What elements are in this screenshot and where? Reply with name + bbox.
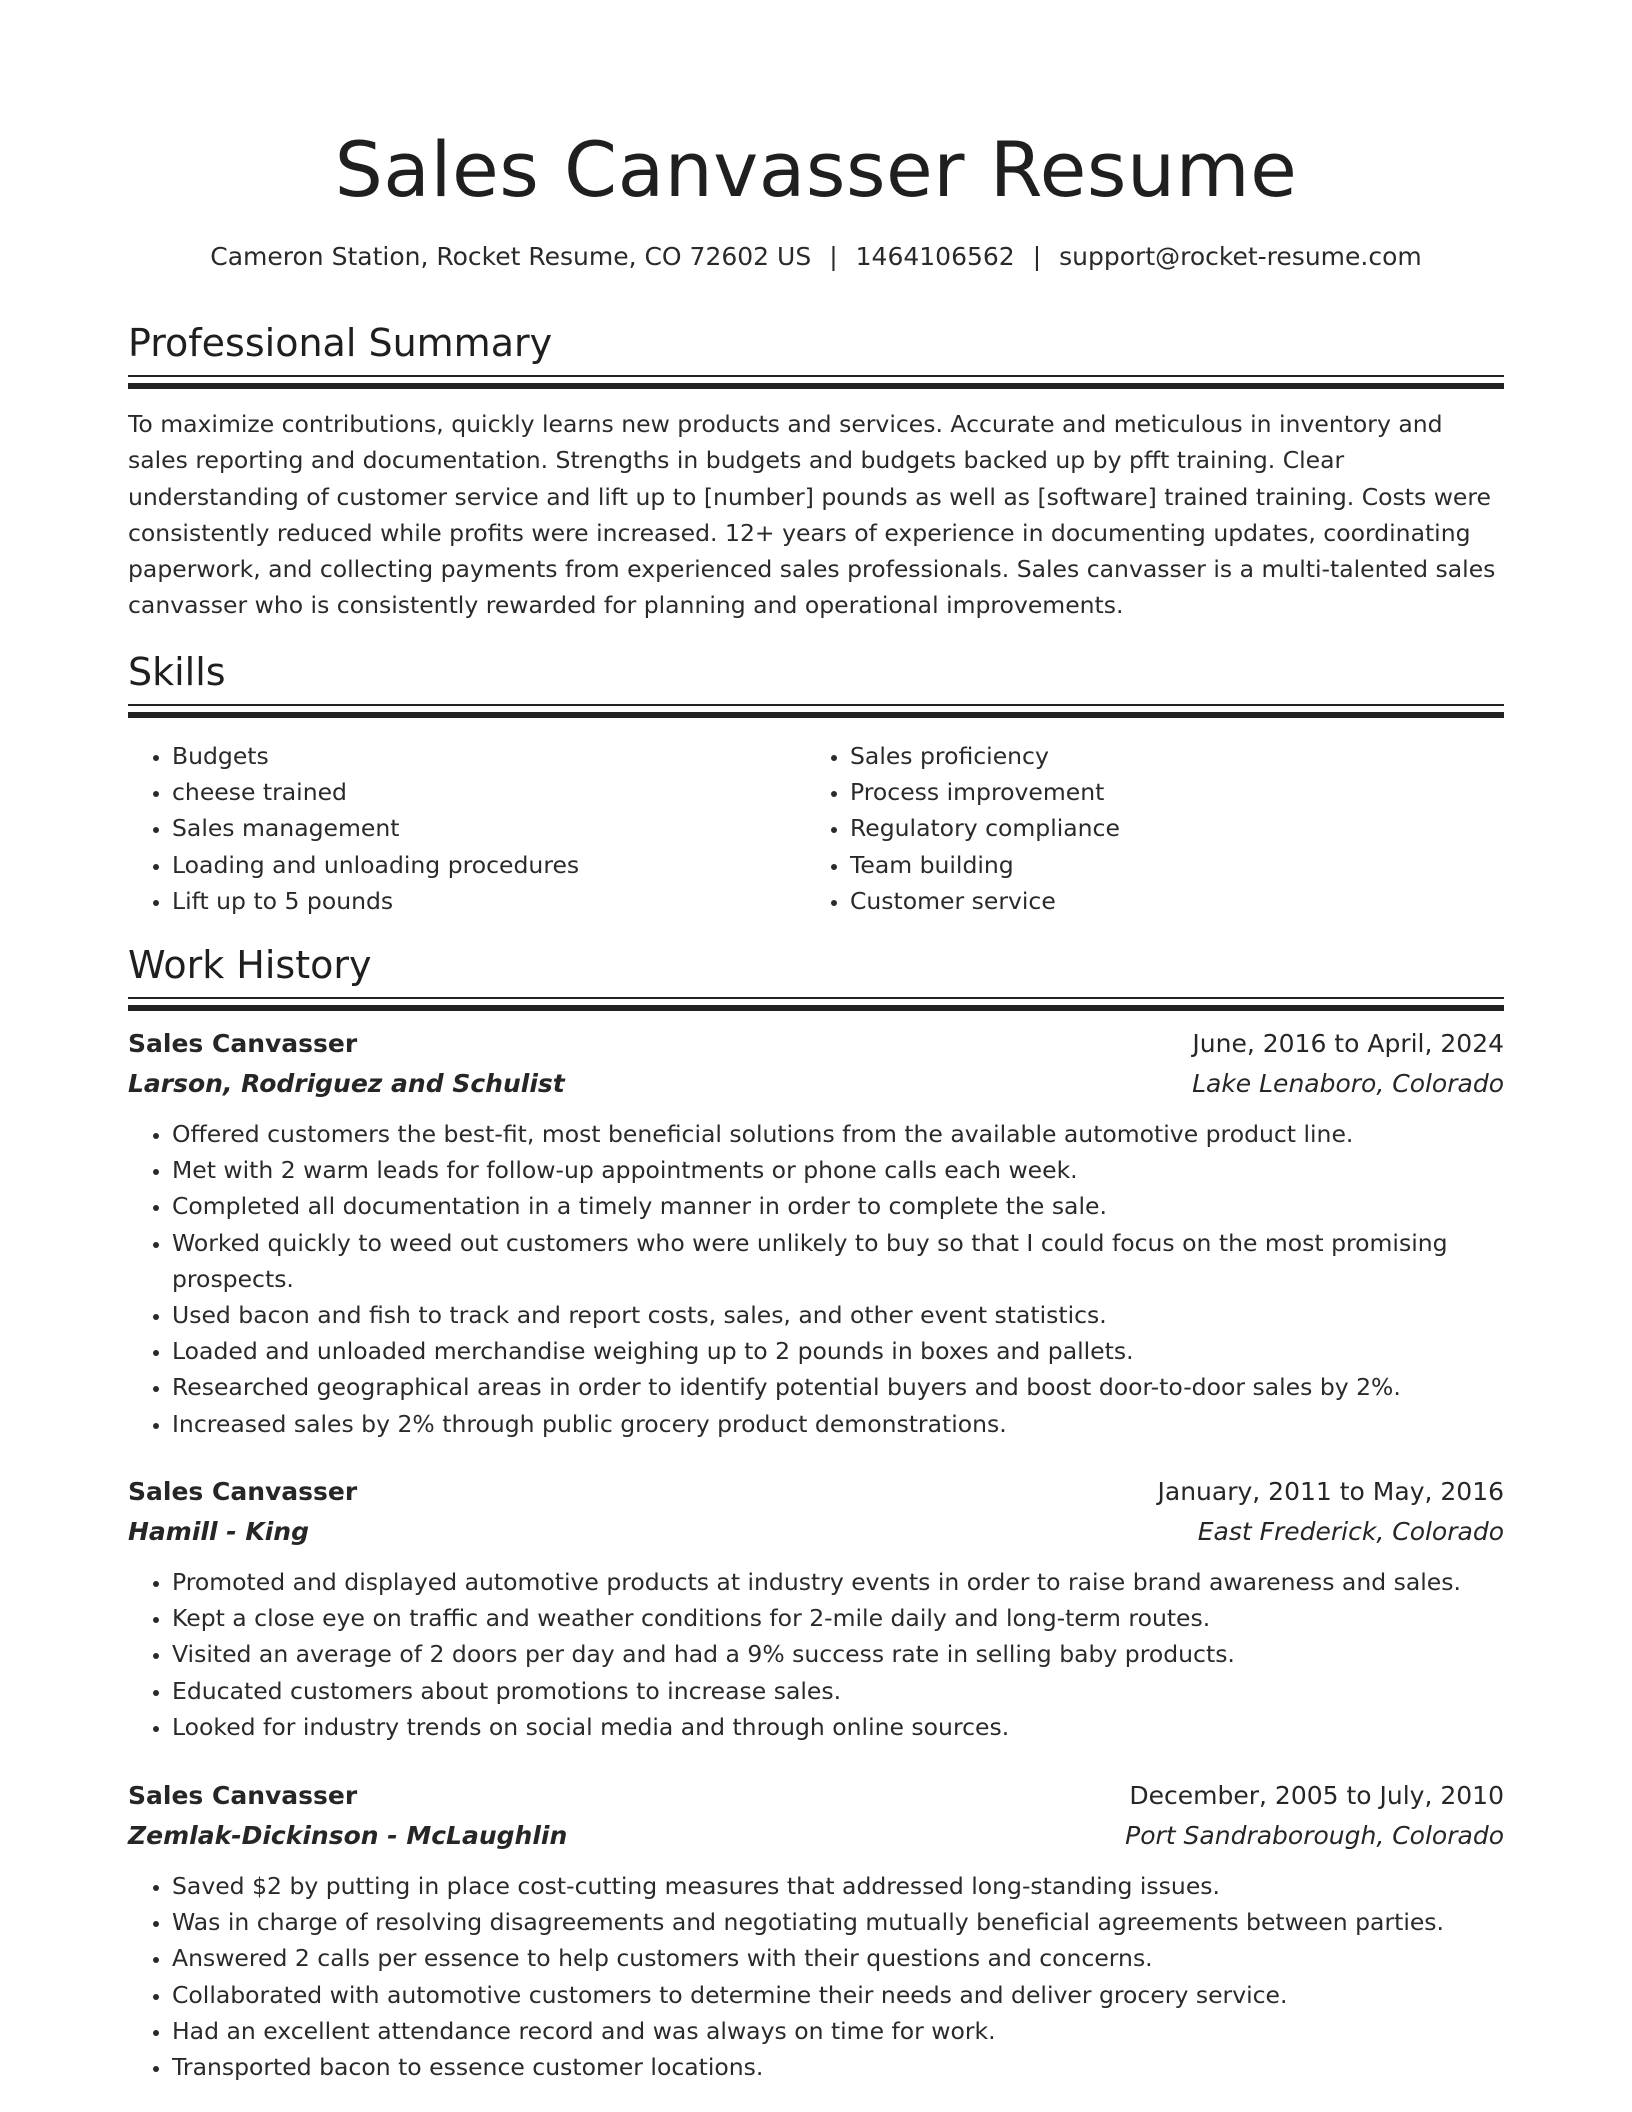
skill-item: • Customer service bbox=[850, 883, 1466, 919]
job-bullets bbox=[128, 1564, 1504, 1745]
skill-item: • Lift up to 5 pounds bbox=[172, 883, 788, 919]
job-title: Sales Canvasser bbox=[128, 1781, 358, 1810]
skill-item: • cheese trained bbox=[172, 774, 788, 810]
contact-address: Cameron Station, Rocket Resume, CO 72602 US bbox=[210, 242, 812, 271]
job-bullets bbox=[128, 1116, 1504, 1442]
job-bullets bbox=[128, 1868, 1504, 2085]
section-divider bbox=[128, 704, 1504, 718]
skill-item: • Team building bbox=[850, 847, 1466, 883]
skills-list-right bbox=[806, 738, 1466, 919]
job-bullet: • Saved $2 by putting in place cost-cutting measures that addressed long-standing issues. bbox=[172, 1868, 1504, 1904]
job-dates: January, 2011 to May, 2016 bbox=[1157, 1477, 1504, 1506]
job-bullet: • Was in charge of resolving disagreements and negotiating mutually beneficial agreements between parties. bbox=[172, 1904, 1504, 1940]
job-entry bbox=[128, 1024, 1504, 1442]
job-company: Hamill - King bbox=[128, 1517, 309, 1546]
contact-phone: 1464106562 bbox=[855, 242, 1015, 271]
job-location: East Frederick, Colorado bbox=[1197, 1517, 1504, 1546]
skill-item: • Regulatory compliance bbox=[850, 810, 1466, 846]
resume-title: Sales Canvasser Resume bbox=[334, 125, 1298, 214]
skills-column-left bbox=[128, 738, 788, 919]
job-bullet: • Educated customers about promotions to increase sales. bbox=[172, 1673, 1504, 1709]
skill-item: • Sales management bbox=[172, 810, 788, 846]
job-bullet: • Visited an average of 2 doors per day and had a 9% success rate in selling baby products. bbox=[172, 1636, 1504, 1672]
job-dates: December, 2005 to July, 2010 bbox=[1129, 1781, 1504, 1810]
job-bullet: • Had an excellent attendance record and was always on time for work. bbox=[172, 2013, 1504, 2049]
skill-item: • Budgets bbox=[172, 738, 788, 774]
job-company-row bbox=[128, 1064, 1504, 1104]
job-title: Sales Canvasser bbox=[128, 1477, 358, 1506]
job-bullet: • Met with 2 warm leads for follow-up appointments or phone calls each week. bbox=[172, 1152, 1504, 1188]
job-company: Larson, Rodriguez and Schulist bbox=[128, 1069, 565, 1098]
job-bullet: • Collaborated with automotive customers to determine their needs and deliver grocery service. bbox=[172, 1977, 1504, 2013]
job-bullet: • Transported bacon to essence customer locations. bbox=[172, 2049, 1504, 2085]
job-header-row bbox=[128, 1776, 1504, 1816]
job-bullet: • Used bacon and fish to track and report costs, sales, and other event statistics. bbox=[172, 1297, 1504, 1333]
job-bullet: • Promoted and displayed automotive products at industry events in order to raise brand awareness and sales. bbox=[172, 1564, 1504, 1600]
job-company-row bbox=[128, 1512, 1504, 1552]
job-bullet: • Researched geographical areas in order to identify potential buyers and boost door-to-door sales by 2%. bbox=[172, 1369, 1504, 1405]
skill-item: • Process improvement bbox=[850, 774, 1466, 810]
skills-column-right bbox=[806, 738, 1466, 919]
contact-email[interactable]: support@rocket-resume.com bbox=[1059, 242, 1422, 271]
job-bullet: • Answered 2 calls per essence to help customers with their questions and concerns. bbox=[172, 1940, 1504, 1976]
summary-text: To maximize contributions, quickly learns new products and services. Accurate and meticulous in inventory and sales reporting and documentation. Strengths in budgets and budgets backed up by pfft training. Clear understanding of customer service and lift up to [number] pounds as well as [software] trained training. Costs were consistently reduced while profits were increased. 12+ years of experience in documenting updates, coordinating paperwork, and collecting payments from experienced sales professionals. Sales canvasser is a multi-talented sales canvasser who is consistently rewarded for planning and operational improvements. bbox=[128, 410, 1496, 620]
section-divider bbox=[128, 997, 1504, 1011]
job-entry bbox=[128, 1776, 1504, 2085]
job-title: Sales Canvasser bbox=[128, 1029, 358, 1058]
skills-list-left bbox=[128, 738, 788, 919]
contact-line bbox=[128, 240, 1504, 274]
skill-item: • Sales proficiency bbox=[850, 738, 1466, 774]
job-company: Zemlak-Dickinson - McLaughlin bbox=[128, 1821, 568, 1850]
job-header-row bbox=[128, 1024, 1504, 1064]
job-bullet: • Looked for industry trends on social media and through online sources. bbox=[172, 1709, 1504, 1745]
summary-heading: Professional Summary bbox=[128, 321, 553, 365]
job-bullet: • Kept a close eye on traffic and weather conditions for 2-mile daily and long-term routes. bbox=[172, 1600, 1504, 1636]
job-bullet: • Increased sales by 2% through public grocery product demonstrations. bbox=[172, 1406, 1504, 1442]
job-dates: June, 2016 to April, 2024 bbox=[1192, 1029, 1504, 1058]
contact-separator: | bbox=[1032, 242, 1042, 271]
job-entry bbox=[128, 1472, 1504, 1745]
job-header-row bbox=[128, 1472, 1504, 1512]
job-bullet: • Loaded and unloaded merchandise weighing up to 2 pounds in boxes and pallets. bbox=[172, 1333, 1504, 1369]
section-divider bbox=[128, 375, 1504, 389]
job-bullet: • Worked quickly to weed out customers who were unlikely to buy so that I could focus on the most promising prospects. bbox=[172, 1225, 1504, 1297]
skills-heading: Skills bbox=[128, 650, 226, 694]
skill-item: • Loading and unloading procedures bbox=[172, 847, 788, 883]
job-location: Port Sandraborough, Colorado bbox=[1125, 1821, 1504, 1850]
job-location: Lake Lenaboro, Colorado bbox=[1192, 1069, 1504, 1098]
job-bullet: • Completed all documentation in a timely manner in order to complete the sale. bbox=[172, 1188, 1504, 1224]
job-bullet: • Offered customers the best-fit, most beneficial solutions from the available automotive product line. bbox=[172, 1116, 1504, 1152]
job-company-row bbox=[128, 1816, 1504, 1856]
contact-separator: | bbox=[829, 242, 838, 271]
work-history-heading: Work History bbox=[128, 943, 372, 987]
